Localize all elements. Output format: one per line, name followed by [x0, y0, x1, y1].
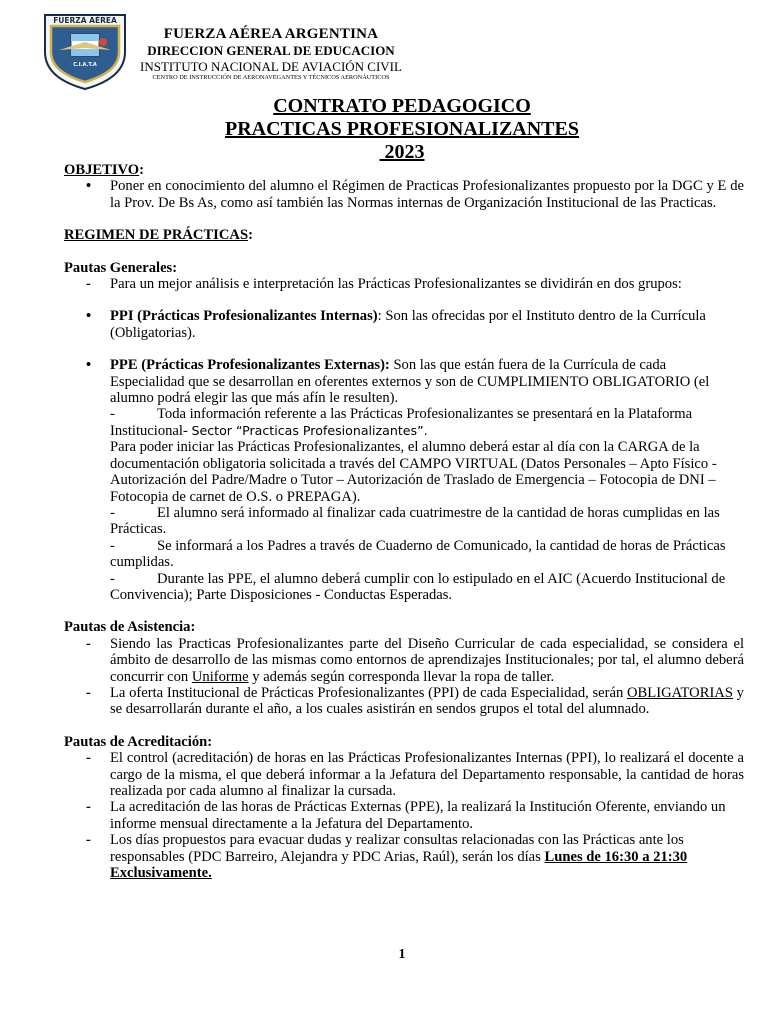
pautas-acreditacion-heading: Pautas de Acreditación: — [64, 733, 213, 750]
pautas-generales-dash-item — [64, 276, 744, 292]
acreditacion-item-3: - Los días propuestos para evacuar dudas y realizar consultas relacionadas con las Prácticas ante los responsables (PDC Barreiro, Alejandra y PDC Arias, Raúl), serán los días Lunes de 16:30 a 21:30 Exclusivamente. — [86, 832, 688, 882]
dash-icon: - — [86, 832, 91, 849]
dash-icon: - — [86, 635, 91, 652]
ppe-sub-item-3: - Se informará a los Padres a través de Cuaderno de Comunicado, la cantidad de horas de Prácticas cumplidas. — [110, 537, 726, 571]
ppi-bullet-item — [64, 308, 744, 341]
crest-ciata-text: C.I.A.T.A — [73, 62, 97, 68]
dash-icon: - — [86, 799, 91, 816]
dash-icon: - — [86, 276, 91, 293]
ppe-bullet-item — [64, 357, 744, 406]
ppi-label: PPI (Prácticas Profesionalizantes Internas) — [110, 308, 378, 325]
fuerza-aerea-crest-logo — [41, 12, 129, 90]
header-centro-instruccion: CENTRO DE INSTRUCCIÓN DE AERONAVEGANTES Y TÉCNICOS AERONÁUTICOS — [152, 74, 390, 81]
asistencia-item-1: - Siendo las Practicas Profesionalizantes parte del Diseño Curricular de cada especialidad, se considera el ámbito de desarrollo de las mismas como entornos de aprendizajes Institucionales; por tal, el alumno deberá concurrir con Uniforme y además según corresponda llevar la ropa de taller. — [86, 635, 744, 685]
objetivo-heading: OBJETIVO: — [64, 162, 145, 178]
header-direccion-general: DIRECCION GENERAL DE EDUCACION — [147, 43, 395, 58]
header-fuerza-aerea-argentina: FUERZA AÉREA ARGENTINA — [163, 26, 379, 42]
bullet-icon: • — [86, 357, 92, 374]
title-practicas-profesionalizantes: PRACTICAS PROFESIONALIZANTES — [225, 118, 579, 140]
asistencia-item-2: - La oferta Institucional de Prácticas Profesionalizantes (PPI) de cada Especialidad, serán OBLIGATORIAS y se desarrollarán durante el año, a los cuales asistirán en sendos grupos el total del alumnado. — [86, 684, 744, 718]
crest-top-text: FUERZA AÉREA — [53, 16, 117, 25]
obligatorias-underlined: OBLIGATORIAS — [627, 684, 733, 701]
objetivo-bullet-item — [64, 178, 744, 211]
regimen-heading: REGIMEN DE PRÁCTICAS: — [64, 227, 253, 244]
page-number: 1 — [398, 947, 406, 962]
pautas-asistencia-heading: Pautas de Asistencia: — [64, 619, 196, 636]
title-contrato-pedagogico: CONTRATO PEDAGOGICO — [273, 95, 531, 117]
title-year: 2023 — [379, 141, 425, 163]
document-body — [64, 162, 744, 881]
pautas-generales-text: Para un mejor análisis e interpretación las Prácticas Profesionalizantes se dividirán en dos grupos: — [110, 276, 682, 293]
pautas-generales-heading: Pautas Generales: — [64, 259, 178, 276]
bullet-icon: • — [86, 178, 92, 195]
header-instituto-nacional: INSTITUTO NACIONAL DE AVIACIÓN CIVIL — [140, 59, 402, 74]
uniforme-underlined: Uniforme — [191, 668, 249, 685]
dash-icon: - — [86, 750, 91, 767]
ppe-sub-item-1: - Toda información referente a las Prácticas Profesionalizantes se presentará en la Plataforma Institucional- Sector “Practicas Profesionalizantes”. — [110, 406, 693, 439]
ppe-label: PPE (Prácticas Profesionalizantes Externas): — [110, 357, 390, 374]
ppe-sub-item-2: - El alumno será informado al finalizar cada cuatrimestre de la cantidad de horas cumplidas en las Prácticas. — [110, 504, 720, 538]
objetivo-text: Poner en conocimiento del alumno el Régimen de Practicas Profesionalizantes propuesto por la DGC y E de la Prov. De Bs As, como así también las Normas internas de Organización Institucional de las Practicas. — [110, 178, 744, 211]
horario-lunes: Lunes de 16:30 a 21:30 Exclusivamente. — [110, 848, 688, 882]
dash-icon: - — [86, 684, 91, 701]
acreditacion-item-1: - El control (acreditación) de horas en las Prácticas Profesionalizantes Internas (PPI), lo realizará el docente a cargo de la misma, el que deberá informar a la Jefatura del Departamento responsable, la cantidad de horas realizada por cada alumno al finalizar la cursada. — [86, 750, 744, 799]
ppe-text: Son las que están fuera de la Currícula de cada Especialidad que se desarrollan en oferentes externos y son de CUMPLIMIENTO OBLIGATORIO (el alumno podrá elegir las que más afín le resulten). — [110, 357, 710, 407]
ppe-sub-item-4: - Durante las PPE, el alumno deberá cumplir con lo estipulado en el AIC (Acuerdo Institucional de Convivencia); Parte Disposiciones - Conductas Esperadas. — [110, 570, 726, 603]
acreditacion-item-2: - La acreditación de las horas de Prácticas Externas (PPE), la realizará la Institución Oferente, enviando un informe mensual directamente a la Jefatura del Departamento. — [86, 799, 726, 832]
ppi-text: : Son las ofrecidas por el Instituto dentro de la Currícula (Obligatorias). — [110, 308, 706, 341]
ppe-paragraph: Para poder iniciar las Prácticas Profesionalizantes, el alumno deberá estar al día con la CARGA de la documentación obligatoria solicitada a través del CAMPO VIRTUAL (Datos Personales – Apto Físico - Autorización del Padre/Madre o Tutor – Autorización de Traslado de Emergencia – Fotocopia de DNI – Fotocopia de carnet de O.S. o PREPAGA). — [110, 439, 717, 505]
bullet-icon: • — [86, 308, 92, 325]
